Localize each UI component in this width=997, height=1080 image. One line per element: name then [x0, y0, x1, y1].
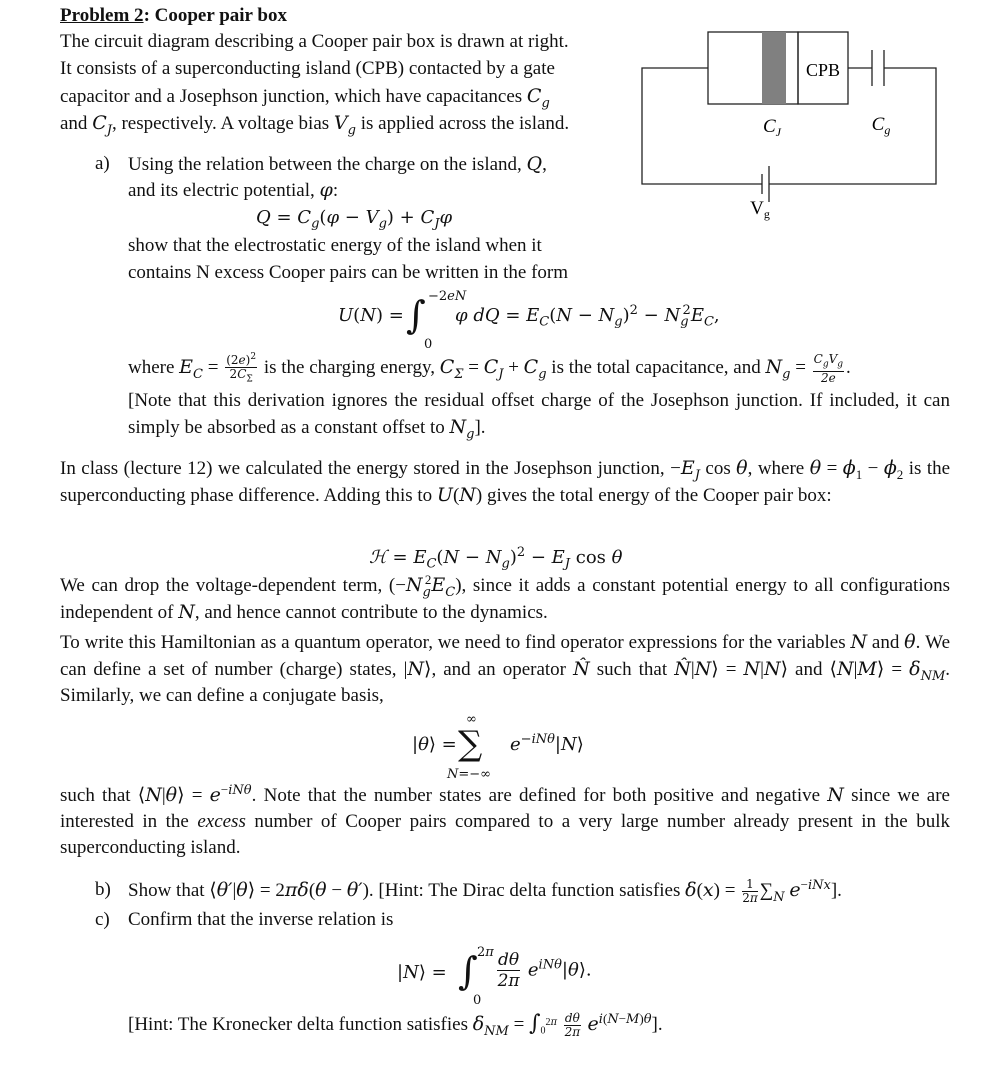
inverse-relation-rhs: $\frac{d\theta}{2\pi}$ $e^{iN\theta}|\theta⟩$.: [497, 950, 592, 991]
part-c-hint: [Hint: The Kronecker delta function satisfies $\delta_{NM} = \int_0^{2\pi}$ $\frac{d\theta}{2\pi}$ $e^{i(N-M)\theta}$].: [128, 1010, 663, 1040]
sum-sign: ∑: [458, 724, 483, 764]
note-paragraph: [Note that this derivation ignores the residual offset charge of the Josephson junction. If included, it can simply be absorbed as a constant offset to $N_g$].: [128, 390, 950, 442]
cj-label: $C_J$: [762, 116, 782, 139]
intro-line-3: capacitor and a Josephson junction, which have capacitances $C_g$: [60, 85, 550, 111]
integral-lower-limit: 0: [424, 337, 433, 352]
integral-sign: ∫: [406, 293, 426, 337]
part-c-marker: c): [95, 909, 110, 930]
energy-equation-rhs: φ dQ = $E_C(N - N_g)^2 - N_g^2E_C$,: [455, 303, 720, 330]
hamiltonian-equation: ℋ = $E_C(N - N_g)^2 - E_J$ cos θ: [369, 545, 623, 572]
cg-label: $C_g$: [871, 114, 891, 137]
sum-lower-limit: N=−∞: [447, 767, 491, 782]
problem-title: Problem 2: Cooper pair box: [60, 5, 287, 26]
inverse-upper-limit: 2π: [477, 945, 494, 960]
inverse-integral-sign: ∫: [458, 949, 478, 993]
intro-line-1: The circuit diagram describing a Cooper pair box is drawn at right.: [60, 31, 569, 52]
sum-upper-limit: ∞: [466, 712, 477, 727]
circuit-diagram: [640, 28, 940, 228]
part-b-text: Show that ⟨θ′|θ⟩ = 2πδ(θ − θ′). [Hint: The Dirac delta function satisfies δ(x) = $\frac{1}{2\pi}$ $\sum_N$ $e^{-iNx}$].: [128, 876, 842, 906]
part-a-line-3: show that the electrostatic energy of the island when it: [128, 235, 542, 256]
inverse-relation-lhs: |N⟩ =: [397, 962, 447, 983]
charge-equation: $Q = C_g(\varphi - V_g) + C_J\varphi$: [256, 207, 453, 232]
paragraph-lecture: In class (lecture 12) we calculated the energy stored in the Josephson junction, $-E_J$ cos θ, where $\theta = \phi_1 - \phi_2$ is the superconducting phase difference. Adding this to U(N) gives the total energy of the Cooper pair box:: [60, 457, 951, 506]
paragraph-number-states: such that ⟨N|θ⟩ = $e^{-iN\theta}$. Note that the number states are defined for both positive and negative N since we are interested in the excess number of Cooper pairs compared to a very large number already present in the bulk superconducting island.: [60, 781, 951, 858]
inverse-lower-limit: 0: [473, 993, 482, 1008]
junction-barrier: [762, 32, 786, 104]
part-a-line-4: contains N excess Cooper pairs can be written in the form: [128, 262, 569, 283]
cpb-label: CPB: [805, 60, 841, 80]
conjugate-basis-rhs: $e^{-iN\theta}|N⟩$: [510, 732, 584, 755]
part-a-line-1: Using the relation between the charge on the island, Q,: [128, 153, 547, 175]
part-a-line-2: and its electric potential, φ:: [128, 179, 339, 201]
intro-line-2: It consists of a superconducting island (CPB) contacted by a gate: [60, 58, 555, 79]
part-c-text: Confirm that the inverse relation is: [128, 909, 394, 930]
energy-equation-lhs: U(N) =: [338, 305, 404, 326]
part-b-marker: b): [95, 879, 111, 900]
conjugate-basis-lhs: |θ⟩ =: [412, 734, 457, 755]
vg-label: $V_g$: [750, 198, 770, 221]
where-line: where $E_C$ = $\frac{(2e)^2}{2C_\Sigma}$ is the charging energy, $C_\Sigma = C_J + C_g$ is the total capacitance, and $N_g$ = $\frac{C_gV_g}{2e}$ .: [128, 351, 851, 385]
part-a-marker: a): [95, 153, 110, 174]
paragraph-drop-term: We can drop the voltage-dependent term, $(-N_g^2E_C)$, since it adds a constant potential energy to all configurations independent of N, and hence cannot contribute to the dynamics.: [60, 571, 950, 623]
paragraph-operators: To write this Hamiltonian as a quantum operator, we need to find operator expressions for the variables N and θ. We can define a set of number (charge) states, |N⟩, and an operator N̂ such that N̂|N⟩ = N|N⟩ and ⟨N|M⟩ = $\delta_{NM}$. Similarly, we can define a conjugate basis,: [60, 631, 951, 706]
intro-line-4: and $C_J$, respectively. A voltage bias $V_g$ is applied across the island.: [60, 112, 570, 138]
integral-upper-limit: −2eN: [428, 289, 467, 304]
